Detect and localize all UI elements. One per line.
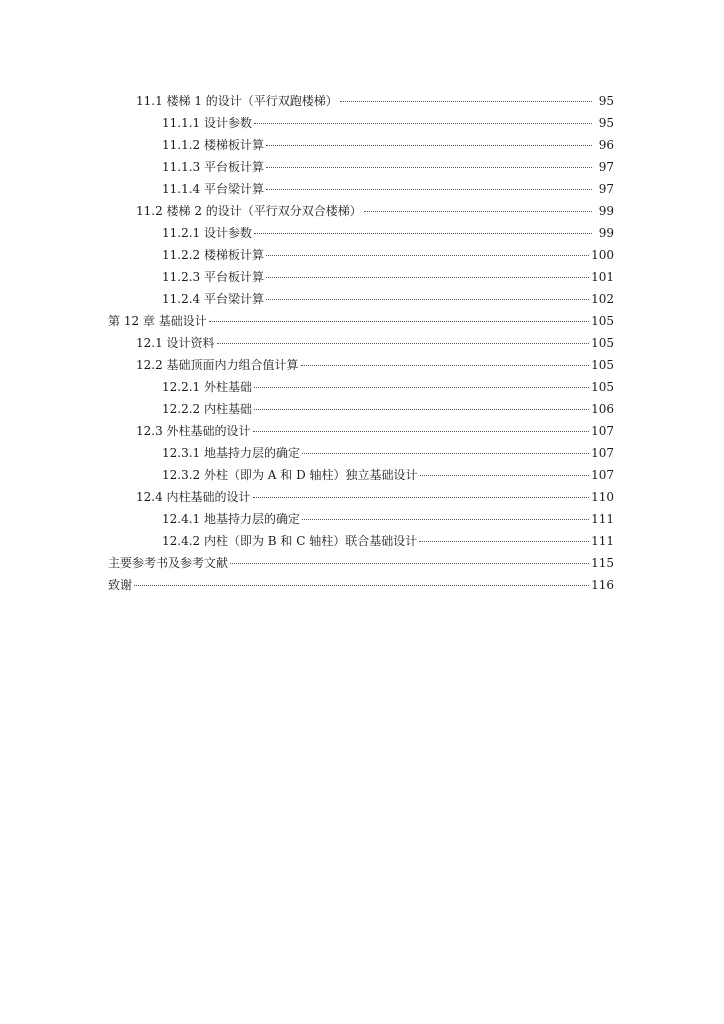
- toc-entry-title: 11.2.3 平台板计算: [162, 270, 264, 284]
- toc-entry-page-number: 97: [598, 182, 614, 196]
- toc-entry-title: 12.4.2 内柱（即为 B 和 C 轴柱）联合基础设计: [162, 534, 418, 548]
- dot-leader: [301, 356, 590, 366]
- toc-entry-title: 11.1.3 平台板计算: [162, 160, 264, 174]
- dot-leader: [253, 422, 590, 432]
- dot-leader: [266, 290, 589, 300]
- toc-entry-page-number: 99: [598, 226, 614, 240]
- toc-entry-page-number: 105: [591, 358, 614, 372]
- toc-entry-title: 主要参考书及参考文献: [108, 556, 229, 570]
- toc-entry-title: 12.4 内柱基础的设计: [136, 490, 251, 504]
- toc-entry-page-number: 105: [591, 380, 614, 394]
- toc-entry-title: 第 12 章 基础设计: [108, 314, 207, 328]
- dot-leader: [302, 444, 589, 454]
- toc-entry-title: 11.1.4 平台梁计算: [162, 182, 264, 196]
- toc-entry-title: 12.2 基础顶面内力组合值计算: [136, 358, 299, 372]
- toc-entry-title: 12.3.1 地基持力层的确定: [162, 446, 300, 460]
- toc-entry-title: 11.1 楼梯 1 的设计（平行双跑楼梯）: [136, 94, 338, 108]
- toc-entry[interactable]: [108, 398, 614, 420]
- toc-entry-page-number: 105: [591, 314, 614, 328]
- toc-entry-page-number: 107: [591, 424, 614, 438]
- toc-entry-title: 11.1.2 楼梯板计算: [162, 138, 264, 152]
- toc-entry[interactable]: [108, 442, 614, 464]
- toc-entry-title: 12.2.1 外柱基础: [162, 380, 252, 394]
- dot-leader: [266, 158, 592, 168]
- toc-entry-page-number: 99: [598, 204, 614, 218]
- toc-entry-page-number: 111: [591, 534, 614, 548]
- toc-entry-title: 11.2.4 平台梁计算: [162, 292, 264, 306]
- toc-entry[interactable]: [108, 200, 614, 222]
- toc-entry-page-number: 107: [591, 446, 614, 460]
- toc-entry-title: 11.2.2 楼梯板计算: [162, 248, 264, 262]
- toc-entry[interactable]: [108, 156, 614, 178]
- toc-entry[interactable]: [108, 288, 614, 310]
- toc-entry[interactable]: [108, 266, 614, 288]
- toc-entry[interactable]: [108, 420, 614, 442]
- toc-entry-page-number: 110: [591, 490, 614, 504]
- toc-entry[interactable]: [108, 508, 614, 530]
- toc-entry-page-number: 105: [591, 336, 614, 350]
- dot-leader: [253, 488, 590, 498]
- dot-leader: [266, 136, 592, 146]
- dot-leader: [254, 114, 592, 124]
- dot-leader: [419, 532, 589, 542]
- dot-leader: [340, 92, 592, 102]
- toc-entry-page-number: 107: [591, 468, 614, 482]
- dot-leader: [302, 510, 589, 520]
- toc-entry[interactable]: [108, 376, 614, 398]
- toc-entry-page-number: 95: [598, 116, 614, 130]
- toc-entry[interactable]: [108, 310, 614, 332]
- toc-entry-title: 11.2 楼梯 2 的设计（平行双分双合楼梯）: [136, 204, 362, 218]
- toc-entry-title: 12.1 设计资料: [136, 336, 215, 350]
- toc-entry[interactable]: [108, 464, 614, 486]
- toc-entry-page-number: 96: [598, 138, 614, 152]
- toc-entry[interactable]: [108, 178, 614, 200]
- dot-leader: [266, 180, 592, 190]
- toc-entry-page-number: 100: [591, 248, 614, 262]
- toc-entry[interactable]: [108, 222, 614, 244]
- toc-entry-title: 12.2.2 内柱基础: [162, 402, 252, 416]
- toc-entry[interactable]: [108, 244, 614, 266]
- toc-entry-title: 致谢: [108, 578, 133, 592]
- toc-entry-title: 12.3.2 外柱（即为 A 和 D 轴柱）独立基础设计: [162, 468, 418, 482]
- toc-entry-page-number: 95: [598, 94, 614, 108]
- table-of-contents: [108, 90, 614, 596]
- dot-leader: [230, 554, 589, 564]
- toc-entry-page-number: 106: [591, 402, 614, 416]
- toc-entry-page-number: 115: [591, 556, 614, 570]
- dot-leader: [364, 202, 592, 212]
- toc-entry-title: 11.2.1 设计参数: [162, 226, 252, 240]
- dot-leader: [254, 224, 592, 234]
- dot-leader: [420, 466, 590, 476]
- toc-entry[interactable]: [108, 486, 614, 508]
- toc-entry-title: 12.3 外柱基础的设计: [136, 424, 251, 438]
- toc-entry[interactable]: [108, 90, 614, 112]
- toc-entry-page-number: 111: [591, 512, 614, 526]
- toc-entry[interactable]: [108, 332, 614, 354]
- dot-leader: [266, 246, 589, 256]
- toc-entry[interactable]: [108, 354, 614, 376]
- dot-leader: [209, 312, 589, 322]
- toc-entry[interactable]: [108, 530, 614, 552]
- dot-leader: [254, 400, 589, 410]
- toc-entry-page-number: 102: [591, 292, 614, 306]
- dot-leader: [254, 378, 589, 388]
- toc-entry-page-number: 101: [591, 270, 614, 284]
- toc-entry[interactable]: [108, 552, 614, 574]
- toc-entry[interactable]: [108, 134, 614, 156]
- toc-entry-title: 11.1.1 设计参数: [162, 116, 252, 130]
- toc-entry-page-number: 116: [591, 578, 614, 592]
- dot-leader: [217, 334, 590, 344]
- dot-leader: [134, 576, 589, 586]
- toc-entry-page-number: 97: [598, 160, 614, 174]
- toc-entry-title: 12.4.1 地基持力层的确定: [162, 512, 300, 526]
- dot-leader: [266, 268, 589, 278]
- toc-entry[interactable]: [108, 574, 614, 596]
- toc-entry[interactable]: [108, 112, 614, 134]
